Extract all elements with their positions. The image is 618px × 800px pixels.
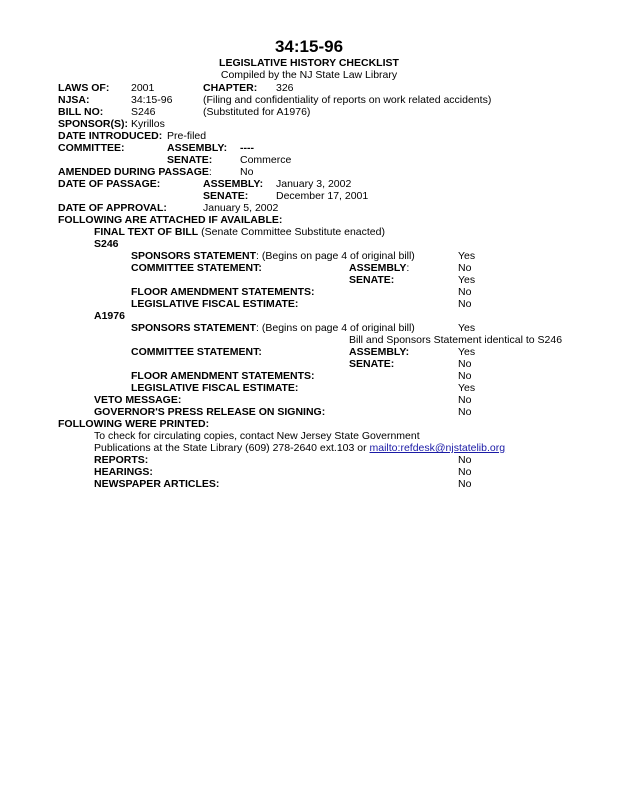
sponsors-value: Kyrillos xyxy=(131,118,165,130)
date-of-passage-label: DATE OF PASSAGE: xyxy=(58,178,161,190)
printed-publications-text: Publications at the State Library (609) 278-2640 ext.103 or xyxy=(94,442,370,454)
attached-heading: FOLLOWING ARE ATTACHED IF AVAILABLE: xyxy=(58,214,283,226)
a1976-sponsors-value: Yes xyxy=(458,322,476,334)
amended-label xyxy=(58,166,212,178)
date-introduced-label: DATE INTRODUCED: xyxy=(58,130,163,142)
committee-senate-value: Commerce xyxy=(240,154,292,166)
s246-floor-value: No xyxy=(458,286,472,298)
a1976-sponsors-description: : (Begins on page 4 of original bill) xyxy=(256,322,415,334)
governor-press-release-label: GOVERNOR'S PRESS RELEASE ON SIGNING: xyxy=(94,406,326,418)
refdesk-email-link[interactable]: mailto:refdesk@njstatelib.org xyxy=(369,442,506,454)
printed-heading: FOLLOWING WERE PRINTED: xyxy=(58,418,210,430)
checklist-subtitle: LEGISLATIVE HISTORY CHECKLIST xyxy=(219,57,399,69)
a1976-fiscal-label: LEGISLATIVE FISCAL ESTIMATE: xyxy=(131,382,299,394)
a1976-bill-heading: A1976 xyxy=(94,310,125,322)
s246-committee-assembly-label xyxy=(349,262,409,274)
s246-sponsors-statement xyxy=(131,250,415,262)
s246-fiscal-label: LEGISLATIVE FISCAL ESTIMATE: xyxy=(131,298,299,310)
governor-press-release-value: No xyxy=(458,406,472,418)
bill-no-value: S246 xyxy=(131,106,156,118)
veto-message-value: No xyxy=(458,394,472,406)
passage-senate-date: December 17, 2001 xyxy=(276,190,369,202)
sponsors-label: SPONSOR(S): xyxy=(58,118,129,130)
date-of-approval-value: January 5, 2002 xyxy=(203,202,279,214)
s246-sponsors-label: SPONSORS STATEMENT xyxy=(131,250,257,262)
s246-floor-label: FLOOR AMENDMENT STATEMENTS: xyxy=(131,286,315,298)
a1976-floor-label: FLOOR AMENDMENT STATEMENTS: xyxy=(131,370,315,382)
a1976-fiscal-value: Yes xyxy=(458,382,476,394)
newspaper-articles-label: NEWSPAPER ARTICLES: xyxy=(94,478,220,490)
s246-assembly-text: ASSEMBLY xyxy=(349,262,407,274)
s246-committee-assembly-value: No xyxy=(458,262,472,274)
newspaper-articles-value: No xyxy=(458,478,472,490)
a1976-committee-senate-value: No xyxy=(458,358,472,370)
s246-committee-senate-value: Yes xyxy=(458,274,476,286)
a1976-committee-assembly-label: ASSEMBLY: xyxy=(349,346,410,358)
passage-senate-label: SENATE: xyxy=(203,190,249,202)
hearings-value: No xyxy=(458,466,472,478)
a1976-sponsors-statement xyxy=(131,322,415,334)
bill-no-label: BILL NO: xyxy=(58,106,104,118)
laws-of-label: LAWS OF: xyxy=(58,82,110,94)
chapter-value: 326 xyxy=(276,82,294,94)
reports-label: REPORTS: xyxy=(94,454,149,466)
s246-assembly-colon: : xyxy=(406,262,410,274)
njsa-description: (Filing and confidentiality of reports on work related accidents) xyxy=(203,94,492,106)
passage-assembly-date: January 3, 2002 xyxy=(276,178,352,190)
veto-message-label: VETO MESSAGE: xyxy=(94,394,182,406)
s246-bill-heading: S246 xyxy=(94,238,119,250)
s246-fiscal-value: No xyxy=(458,298,472,310)
a1976-floor-value: No xyxy=(458,370,472,382)
committee-label: COMMITTEE: xyxy=(58,142,125,154)
njsa-value: 34:15-96 xyxy=(131,94,173,106)
s246-committee-senate-label: SENATE: xyxy=(349,274,395,286)
a1976-sponsors-note: Bill and Sponsors Statement identical to S246 xyxy=(349,334,563,346)
final-text-of-bill xyxy=(94,226,385,238)
chapter-label: CHAPTER: xyxy=(203,82,258,94)
passage-assembly-label: ASSEMBLY: xyxy=(203,178,264,190)
a1976-committee-assembly-value: Yes xyxy=(458,346,476,358)
committee-senate-label: SENATE: xyxy=(167,154,213,166)
a1976-committee-label: COMMITTEE STATEMENT: xyxy=(131,346,262,358)
a1976-committee-senate-label: SENATE: xyxy=(349,358,395,370)
reports-value: No xyxy=(458,454,472,466)
s246-committee-label: COMMITTEE STATEMENT: xyxy=(131,262,262,274)
s246-sponsors-description: : (Begins on page 4 of original bill) xyxy=(256,250,415,262)
hearings-label: HEARINGS: xyxy=(94,466,153,478)
bill-no-description: (Substituted for A1976) xyxy=(203,106,311,118)
laws-of-value: 2001 xyxy=(131,82,155,94)
statute-title: 34:15-96 xyxy=(274,37,344,56)
committee-assembly-label: ASSEMBLY: xyxy=(167,142,228,154)
final-text-description: (Senate Committee Substitute enacted) xyxy=(198,226,385,238)
final-text-label: FINAL TEXT OF BILL xyxy=(94,226,199,238)
printed-publications-line xyxy=(94,442,505,454)
printed-contact-line: To check for circulating copies, contact New Jersey State Government xyxy=(94,430,420,442)
date-of-approval-label: DATE OF APPROVAL: xyxy=(58,202,167,214)
amended-value: No xyxy=(240,166,254,178)
a1976-sponsors-label: SPONSORS STATEMENT xyxy=(131,322,257,334)
njsa-label: NJSA: xyxy=(58,94,90,106)
date-introduced-value: Pre-filed xyxy=(167,130,207,142)
amended-label-text: AMENDED DURING PASSAGE xyxy=(58,166,209,178)
committee-assembly-value: ---- xyxy=(240,142,254,154)
s246-sponsors-value: Yes xyxy=(458,250,476,262)
compiled-by: Compiled by the NJ State Law Library xyxy=(220,69,398,81)
amended-colon: : xyxy=(208,166,212,178)
